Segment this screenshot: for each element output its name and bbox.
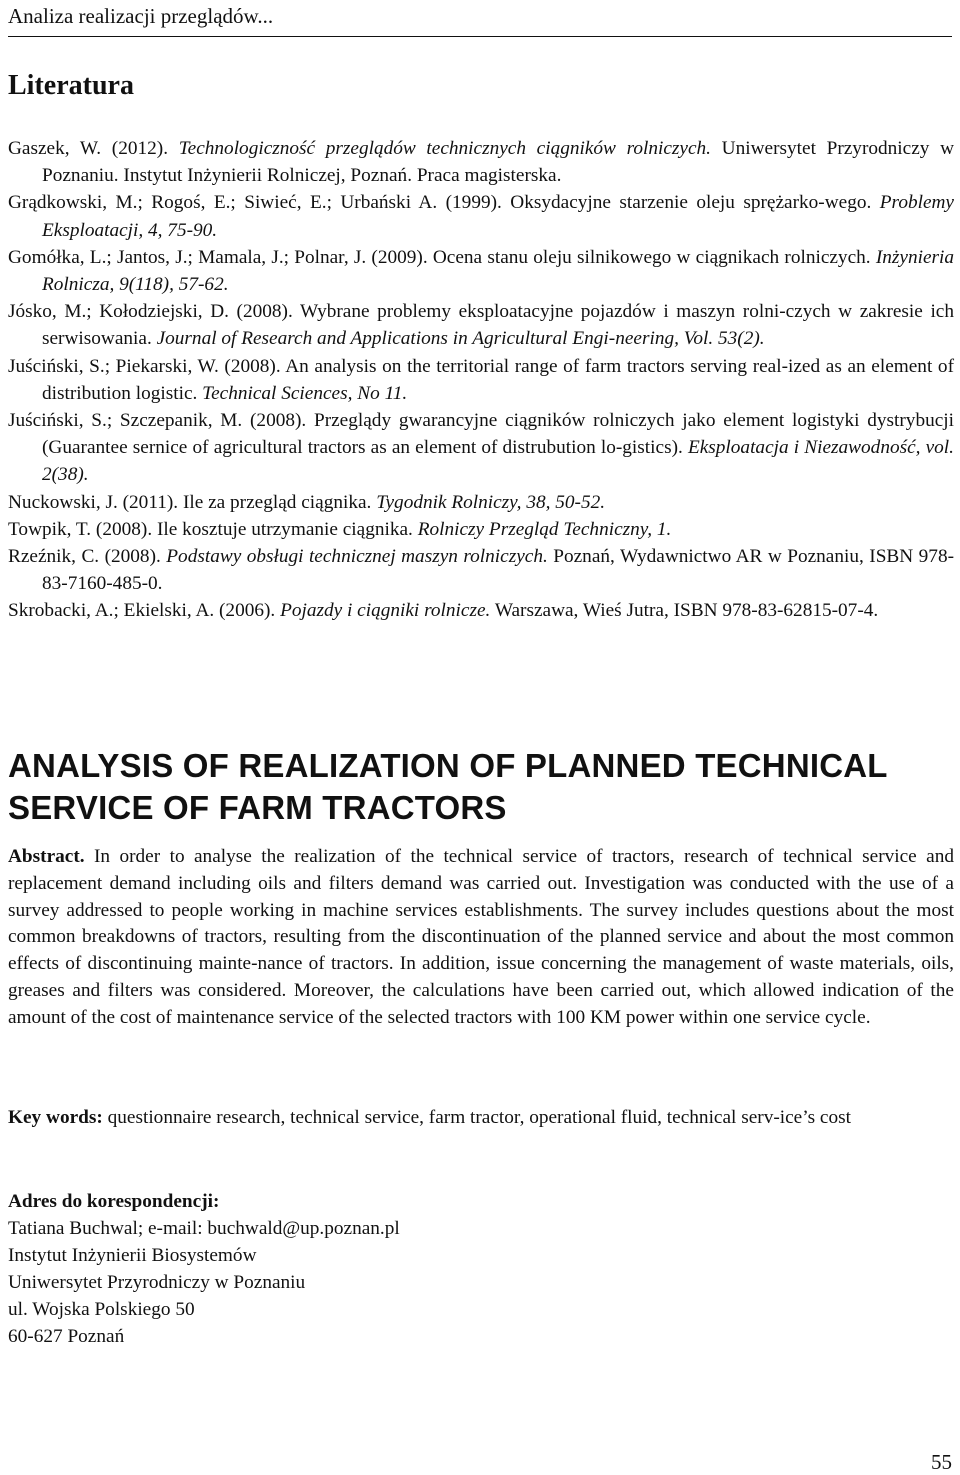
page-number: 55 — [931, 1450, 952, 1474]
reference-item — [8, 353, 954, 407]
reference-item — [8, 489, 954, 516]
reference-title: Przeglądy gwarancyjne ciągników rolniczych jako element logistyki dystrybucji (Guarantee sernice of agricultural tractors as an element of distrubution lo-gistics). — [42, 410, 954, 459]
reference-item — [8, 407, 954, 489]
english-title: ANALYSIS OF REALIZATION OF PLANNED TECHNICAL SERVICE OF FARM TRACTORS — [8, 747, 888, 826]
reference-source: Uniwersytet Przyrodniczy w Poznaniu. Instytut Inżynierii Rolniczej, Poznań. Praca magisterska. — [42, 138, 954, 187]
reference-item — [8, 189, 954, 243]
reference-item — [8, 597, 954, 624]
reference-title: Ocena stanu oleju silnikowego w ciągnikach rolniczych. — [432, 246, 876, 268]
reference-authors: Skrobacki, A.; Ekielski, A. (2006). — [8, 600, 281, 622]
reference-item — [8, 244, 954, 298]
reference-title: Ile kosztuje utrzymanie ciągnika. — [156, 518, 418, 540]
reference-item — [8, 298, 954, 352]
correspondence-line: Tatiana Buchwal; e-mail: buchwald@up.poznan.pl — [8, 1218, 400, 1239]
reference-source: Technical Sciences, No 11. — [202, 382, 408, 404]
correspondence-line: Uniwersytet Przyrodniczy w Poznaniu — [8, 1272, 306, 1293]
keywords-label: Key words: — [8, 1107, 103, 1128]
abstract — [8, 844, 954, 1032]
reference-source: Journal of Research and Applications in Agricultural Engi-neering, Vol. 53(2). — [156, 328, 765, 350]
reference-title: Ile za przegląd ciągnika. — [182, 491, 377, 513]
keywords-text: questionnaire research, technical service, farm tractor, operational fluid, technical serv-ice’s cost — [102, 1107, 851, 1128]
reference-authors: Juściński, S.; Szczepanik, M. (2008). — [8, 410, 314, 432]
reference-source: Warszawa, Wieś Jutra, ISBN 978-83-62815-07-4. — [490, 600, 879, 622]
reference-source: Poznań, Wydawnictwo AR w Poznaniu, ISBN 978-83-7160-485-0. — [42, 546, 955, 595]
reference-title: Pojazdy i ciągniki rolnicze. — [280, 600, 491, 622]
reference-item — [8, 516, 954, 543]
correspondence-block — [8, 1188, 954, 1350]
reference-authors: Gomółka, L.; Jantos, J.; Mamala, J.; Polnar, J. (2009). — [8, 246, 433, 268]
abstract-text: In order to analyse the realization of the technical service of tractors, research of technical service and replacement demand including oils and filters demand was carried out. Investigation was conducted with the use of a survey addressed to people working in machine services establishments. The survey includes questions about the most common breakdowns of tractors, resulting from the discontinuation of the planned service and about the most common effects of discontinuing mainte-nance of tractors. In addition, issue concerning the management of waste materials, oils, greases and filters was considered. Moreover, the calculations have been carried out, which allowed indication of the amount of the cost of maintenance service of the selected tractors with 100 KM power within one service cycle. — [8, 846, 954, 1028]
reference-item — [8, 135, 954, 189]
correspondence-line: 60-627 Poznań — [8, 1326, 125, 1347]
keywords — [8, 1104, 954, 1131]
reference-list — [8, 135, 954, 625]
reference-title: Technologiczność przeglądów technicznych ciągników rolniczych. — [178, 138, 712, 159]
reference-item — [8, 543, 954, 597]
header-rule — [8, 36, 952, 37]
correspondence-line: ul. Wojska Polskiego 50 — [8, 1299, 195, 1320]
reference-title: Wybrane problemy eksploatacyjne pojazdów i maszyn rolni-czych w zakresie ich serwisowania. — [42, 301, 954, 350]
reference-title: An analysis on the territorial range of farm tractors serving real-ized as an element of distribution logistic. — [42, 355, 954, 404]
abstract-label: Abstract. — [8, 846, 85, 867]
correspondence-heading: Adres do korespondencji: — [8, 1191, 220, 1212]
reference-authors: Jósko, M.; Kołodziejski, D. (2008). — [8, 301, 301, 323]
reference-source: Eksploatacja i Niezawodność, vol. 2(38). — [42, 437, 954, 486]
reference-authors: Towpik, T. (2008). — [8, 518, 157, 540]
reference-title: Podstawy obsługi technicznej maszyn rolniczych. — [166, 546, 548, 568]
reference-authors: Juściński, S.; Piekarski, W. (2008). — [8, 355, 286, 377]
reference-source: Problemy Eksploatacji, 4, 75-90. — [42, 192, 954, 241]
reference-source: Rolniczy Przegląd Techniczny, 1. — [417, 518, 672, 540]
correspondence-line: Instytut Inżynierii Biosystemów — [8, 1245, 257, 1266]
reference-title: Oksydacyjne starzenie oleju sprężarko-wego. — [510, 192, 880, 214]
reference-source: Inżynieria Rolnicza, 9(118), 57-62. — [42, 246, 955, 296]
reference-source: Tygodnik Rolniczy, 38, 50-52. — [376, 491, 606, 513]
reference-authors: Rzeźnik, C. (2008). — [8, 546, 167, 568]
reference-authors: Nuckowski, J. (2011). — [8, 491, 183, 513]
reference-authors: Grądkowski, M.; Rogoś, E.; Siwieć, E.; Urbański A. (1999). — [8, 192, 511, 214]
running-header: Analiza realizacji przeglądów... — [8, 4, 274, 28]
reference-authors: Gaszek, W. (2012). — [8, 138, 179, 159]
literature-heading: Literatura — [8, 70, 134, 101]
